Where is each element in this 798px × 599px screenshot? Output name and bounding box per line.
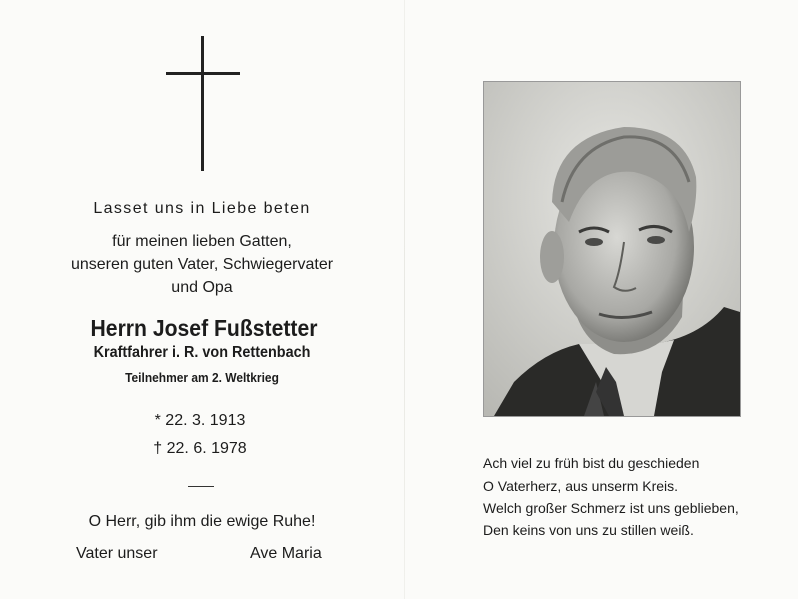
death-date: † 22. 6. 1978 [153, 440, 247, 457]
dedication-line: unseren guten Vater, Schwiegervater [70, 256, 334, 273]
poem-line: Den keins von uns zu stillen weiß. [483, 522, 694, 538]
prayer-vater-unser: Vater unser [76, 545, 158, 562]
occupation: Kraftfahrer i. R. von Rettenbach [93, 344, 311, 361]
poem-line: Welch großer Schmerz ist uns geblieben, [483, 500, 739, 516]
poem-line: Ach viel zu früh bist du geschieden [483, 455, 700, 471]
portrait-photo [483, 81, 741, 417]
cross-icon [166, 36, 240, 171]
divider [188, 486, 214, 487]
card-fold [404, 0, 405, 599]
birth-date: * 22. 3. 1913 [154, 412, 246, 429]
prayer-ave-maria: Ave Maria [250, 545, 322, 562]
poem-line: O Vaterherz, aus unserm Kreis. [483, 478, 679, 494]
deceased-name: Herrn Josef Fußstetter [90, 315, 318, 341]
dedication-line: für meinen lieben Gatten, [112, 233, 292, 250]
rest-prayer: O Herr, gib ihm die ewige Ruhe! [88, 513, 316, 530]
service-note: Teilnehmer am 2. Weltkrieg [125, 370, 279, 385]
prayer-intro: Lasset uns in Liebe beten [93, 200, 311, 217]
dedication-line: und Opa [171, 279, 233, 296]
